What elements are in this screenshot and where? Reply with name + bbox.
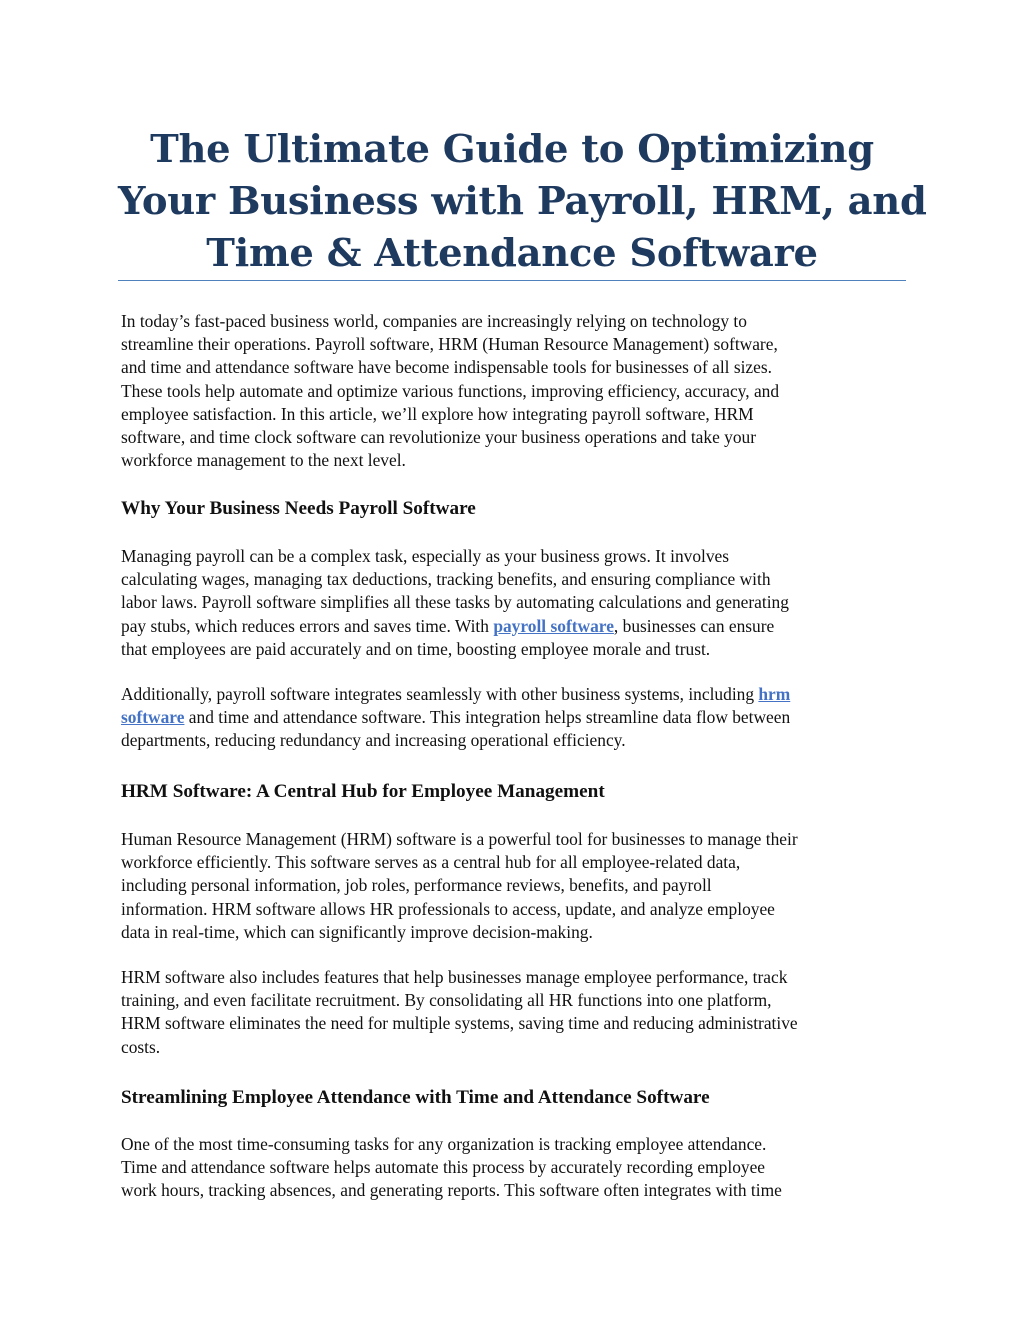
page-title: [118, 124, 927, 280]
text-line: [121, 615, 921, 638]
text-line: and time and attendance software have become indispensable tools for businesses of all sizes.: [121, 357, 772, 378]
text-line: calculating wages, managing tax deductions, tracking benefits, and ensuring compliance with: [121, 569, 771, 590]
section-heading-payroll: Why Your Business Needs Payroll Software: [121, 498, 476, 519]
section-heading-attendance: Streamlining Employee Attendance with Time and Attendance Software: [121, 1087, 710, 1108]
text-line: Time and attendance software helps automate this process by accurately recording employee: [121, 1157, 766, 1178]
hrm-software-link-part1[interactable]: hrm: [758, 684, 791, 704]
text-line: including personal information, job roles, performance reviews, benefits, and payroll: [121, 875, 712, 896]
text-line: streamline their operations. Payroll software, HRM (Human Resource Management) software,: [121, 334, 778, 355]
text-segment: , businesses can ensure: [613, 615, 775, 636]
intro-paragraph: [121, 310, 921, 472]
text-line: employee satisfaction. In this article, we’ll explore how integrating payroll software, HRM: [121, 403, 754, 424]
text-line: software, and time clock software can revolutionize your business operations and take your: [121, 427, 757, 448]
text-line: workforce management to the next level.: [121, 450, 406, 471]
hrm-paragraph-1: [121, 828, 921, 944]
section-heading-hrm: HRM Software: A Central Hub for Employee Management: [121, 781, 605, 802]
text-line: Human Resource Management (HRM) software is a powerful tool for businesses to manage their: [121, 829, 798, 849]
payroll-paragraph-2: [121, 683, 921, 753]
text-line: departments, reducing redundancy and increasing operational efficiency.: [121, 730, 626, 751]
text-line: costs.: [121, 1036, 161, 1057]
text-line: training, and even facilitate recruitment. By consolidating all HR functions into one platform,: [121, 990, 772, 1011]
text-line: Managing payroll can be a complex task, especially as your business grows. It involves: [121, 546, 730, 566]
text-line: data in real-time, which can significantly improve decision-making.: [121, 921, 593, 942]
text-line: work hours, tracking absences, and generating reports. This software often integrates with time: [121, 1180, 782, 1201]
text-segment: Additionally, payroll software integrates seamlessly with other business systems, including: [121, 684, 759, 704]
attendance-paragraph-1: [121, 1133, 921, 1203]
text-line: In today’s fast-paced business world, companies are increasingly relying on technology to: [121, 311, 747, 331]
payroll-software-link[interactable]: payroll software: [493, 615, 614, 636]
text-line: HRM software eliminates the need for multiple systems, saving time and reducing administrative: [121, 1013, 798, 1034]
text-line: information. HRM software allows HR professionals to access, update, and analyze employee: [121, 898, 775, 919]
title-line: Your Business with Payroll, HRM, and: [118, 179, 927, 224]
payroll-paragraph-1: [121, 545, 921, 661]
text-line: These tools help automate and optimize various functions, improving efficiency, accuracy, and: [121, 380, 780, 401]
hrm-paragraph-2: [121, 966, 921, 1059]
text-line: HRM software also includes features that help businesses manage employee performance, track: [121, 967, 788, 987]
text-line: [121, 706, 921, 729]
text-line: that employees are paid accurately and on time, boosting employee morale and trust.: [121, 638, 711, 659]
text-line: One of the most time-consuming tasks for any organization is tracking employee attendance.: [121, 1134, 767, 1154]
text-line: [121, 683, 921, 706]
title-divider: [118, 280, 906, 281]
text-line: labor laws. Payroll software simplifies all these tasks by automating calculations and generating: [121, 592, 789, 613]
text-line: workforce efficiently. This software serves as a central hub for all employee-related data,: [121, 852, 741, 873]
text-segment: and time and attendance software. This integration helps streamline data flow between: [184, 707, 791, 728]
title-line: The Ultimate Guide to Optimizing: [150, 127, 874, 172]
hrm-software-link-part2[interactable]: software: [121, 707, 185, 728]
text-segment: pay stubs, which reduces errors and saves time. With: [121, 615, 494, 636]
title-line: Time & Attendance Software: [206, 231, 818, 276]
